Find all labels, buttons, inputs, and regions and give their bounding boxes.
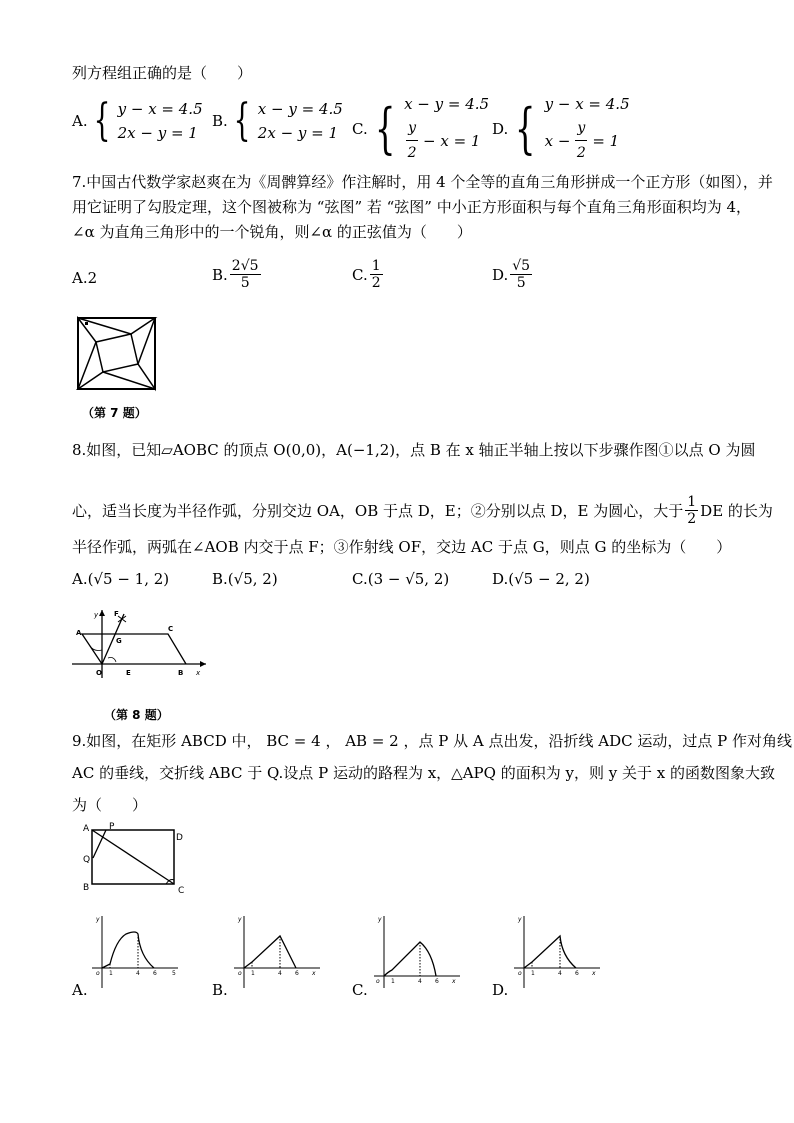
- label-E: E: [126, 669, 131, 677]
- q9-graph-letter-a: A.: [72, 981, 88, 999]
- option-letter: C.: [352, 119, 368, 138]
- option-letter: B.: [212, 112, 228, 130]
- q8-option-b[interactable]: B.(√5, 2): [212, 570, 278, 588]
- option-letter: B.: [212, 265, 228, 284]
- q9-stem-line3: 为（ ）: [72, 796, 148, 814]
- label-P: P: [109, 822, 115, 832]
- q9-stem-line1: 9.如图，在矩形 ABCD 中， BC = 4 ， AB = 2 ，点 P 从 A 点出发，沿折线 ADC 运动，过点 P 作对角线: [72, 732, 792, 750]
- q6-option-b[interactable]: [212, 97, 343, 145]
- outer-square: [78, 318, 155, 389]
- label-y: y: [518, 916, 522, 923]
- brace-icon: {: [233, 95, 251, 146]
- function-curve: [102, 932, 154, 968]
- label-C: C: [178, 886, 185, 896]
- label-y: y: [94, 611, 99, 619]
- label-A: A: [76, 629, 82, 637]
- q9-graph-letter-b: B.: [212, 981, 228, 999]
- y-arrow-icon: [99, 610, 105, 616]
- tick-1: 1: [391, 978, 395, 985]
- tick-1: 1: [109, 970, 113, 977]
- tick-6: 6: [575, 970, 579, 977]
- equation-line-1: x − y = 4.5: [404, 95, 490, 113]
- arc-intersection-icon: [118, 616, 126, 622]
- fraction: $\frac{y}{2}$: [575, 116, 587, 165]
- equation-line-2: x − $\frac{y}{2}$ = 1: [545, 116, 630, 165]
- label-G: G: [116, 637, 122, 645]
- option-letter: D.: [492, 119, 509, 138]
- fraction: $\frac{1}{2}$: [371, 258, 381, 291]
- arc-icon: [108, 658, 116, 663]
- parallelogram: [82, 634, 186, 664]
- label-F: F: [114, 610, 119, 618]
- option-letter: A.: [72, 112, 88, 130]
- tick-1: 1: [251, 970, 255, 977]
- q8-caption: （第 8 题）: [104, 708, 169, 722]
- function-curve: [384, 942, 436, 976]
- label-O: O: [96, 669, 102, 677]
- triangle: [138, 318, 155, 389]
- equation-line-1: y − x = 4.5: [544, 95, 630, 113]
- q8-stem-line2: 心，适当长度为半径作弧，分别交边 OA，OB 于点 D，E；②分别以点 D，E 为圆心，大于 $\frac{1}{2}$ DE 的长为: [72, 494, 773, 527]
- tick-6: 6: [153, 970, 157, 977]
- label-x: x: [196, 669, 201, 677]
- tick-6: 6: [295, 970, 299, 977]
- equation-line-2: 2x − y = 1: [257, 124, 339, 142]
- equation-line-2: $\frac{y}{2}$ − x = 1: [404, 116, 489, 165]
- label-o: o: [376, 978, 380, 985]
- brace-icon: {: [374, 96, 396, 160]
- q6-option-c[interactable]: [352, 92, 489, 165]
- label-Q: Q: [83, 855, 91, 865]
- tick-1: 1: [531, 970, 535, 977]
- label-B: B: [83, 883, 90, 893]
- q7-caption: （第 7 题）: [82, 406, 147, 420]
- label-x: x: [592, 970, 596, 977]
- q7-stem-line3: ∠α 为直角三角形中的一个锐角，则∠α 的正弦值为（ ）: [72, 223, 472, 241]
- inner-square: [96, 334, 138, 372]
- q7-stem-line2: 用它证明了勾股定理，这个图被称为 “弦图” 若 “弦图” 中小正方形面积与每个直角三角形面积均为 4，: [72, 198, 752, 216]
- q9-stem-line2: AC 的垂线，交折线 ABC 于 Q.设点 P 运动的路程为 x，△APQ 的面积为 y，则 y 关于 x 的函数图象大致: [72, 764, 775, 782]
- q6-option-d[interactable]: [492, 92, 630, 165]
- q7-stem-line1: 7.中国古代数学家赵爽在为《周髀算经》作注解时，用 4 个全等的直角三角形拼成一个正方形（如图），并: [72, 173, 773, 191]
- label-y: y: [96, 916, 100, 923]
- q7-option-b[interactable]: [212, 258, 263, 291]
- equation-line-1: y − x = 4.5: [117, 100, 203, 118]
- tick-5: 5: [172, 970, 176, 977]
- q8-figure-parallelogram: [68, 606, 210, 682]
- brace-icon: {: [515, 96, 536, 160]
- q7-option-c[interactable]: [352, 258, 385, 291]
- q8-option-c[interactable]: C.(3 − √5, 2): [352, 570, 450, 588]
- label-D: D: [176, 833, 183, 843]
- fraction: $\frac{1}{2}$: [687, 494, 697, 527]
- x-arrow-icon: [200, 661, 206, 667]
- q7-figure-xian-diagram: [76, 316, 158, 392]
- label-o: o: [518, 970, 522, 977]
- q9-graph-option-c[interactable]: [372, 912, 464, 990]
- tick-4: 4: [418, 978, 422, 985]
- label-y: y: [238, 916, 242, 923]
- q9-graph-option-a[interactable]: [90, 912, 182, 990]
- brace-icon: {: [93, 95, 111, 146]
- option-letter: D.: [492, 265, 509, 284]
- fraction: $\frac{√5}{5}$: [512, 258, 531, 291]
- q9-graph-letter-c: C.: [352, 981, 368, 999]
- q6-stem-tail: 列方程组正确的是（ ）: [72, 64, 253, 82]
- q8-stem-line3: 半径作弧，两弧在∠AOB 内交于点 F；③作射线 OF，交边 AC 于点 G，则点 G 的坐标为（ ）: [72, 538, 732, 556]
- q9-graph-option-d[interactable]: [512, 912, 604, 990]
- label-C: C: [168, 625, 174, 633]
- q8-option-a[interactable]: A.(√5 − 1, 2): [72, 570, 170, 588]
- label-A: A: [83, 824, 90, 834]
- q9-figure-rectangle: [80, 818, 190, 896]
- diagonal-AC: [92, 830, 174, 884]
- tick-4: 4: [136, 970, 140, 977]
- q9-graph-letter-d: D.: [492, 981, 509, 999]
- equation-line-2: 2x − y = 1: [117, 124, 198, 142]
- equation-line-1: x − y = 4.5: [257, 100, 343, 118]
- q6-option-a[interactable]: [72, 97, 203, 145]
- label-y: y: [378, 916, 382, 923]
- triangle: [78, 372, 155, 389]
- label-o: o: [96, 970, 100, 977]
- label-x: x: [452, 978, 456, 985]
- q8-option-d[interactable]: D.(√5 − 2, 2): [492, 570, 590, 588]
- q9-graph-option-b[interactable]: [232, 912, 324, 990]
- q7-option-d[interactable]: [492, 258, 534, 291]
- label-B: B: [178, 669, 184, 677]
- label-x: x: [312, 970, 316, 977]
- q7-option-a[interactable]: A.2: [72, 269, 98, 287]
- alpha-marker: [85, 322, 88, 325]
- option-letter: C.: [352, 265, 368, 284]
- tick-4: 4: [278, 970, 282, 977]
- triangle: [78, 318, 155, 334]
- fraction: $\frac{2√5}{5}$: [231, 258, 259, 291]
- q8-stem-line1: 8.如图，已知▱AOBC 的顶点 O(0,0)，A(−1,2)，点 B 在 x 轴正半轴上按以下步骤作图①以点 O 为圆: [72, 441, 756, 459]
- tick-6: 6: [435, 978, 439, 985]
- label-o: o: [238, 970, 242, 977]
- fraction: $\frac{y}{2}$: [406, 116, 418, 165]
- tick-4: 4: [558, 970, 562, 977]
